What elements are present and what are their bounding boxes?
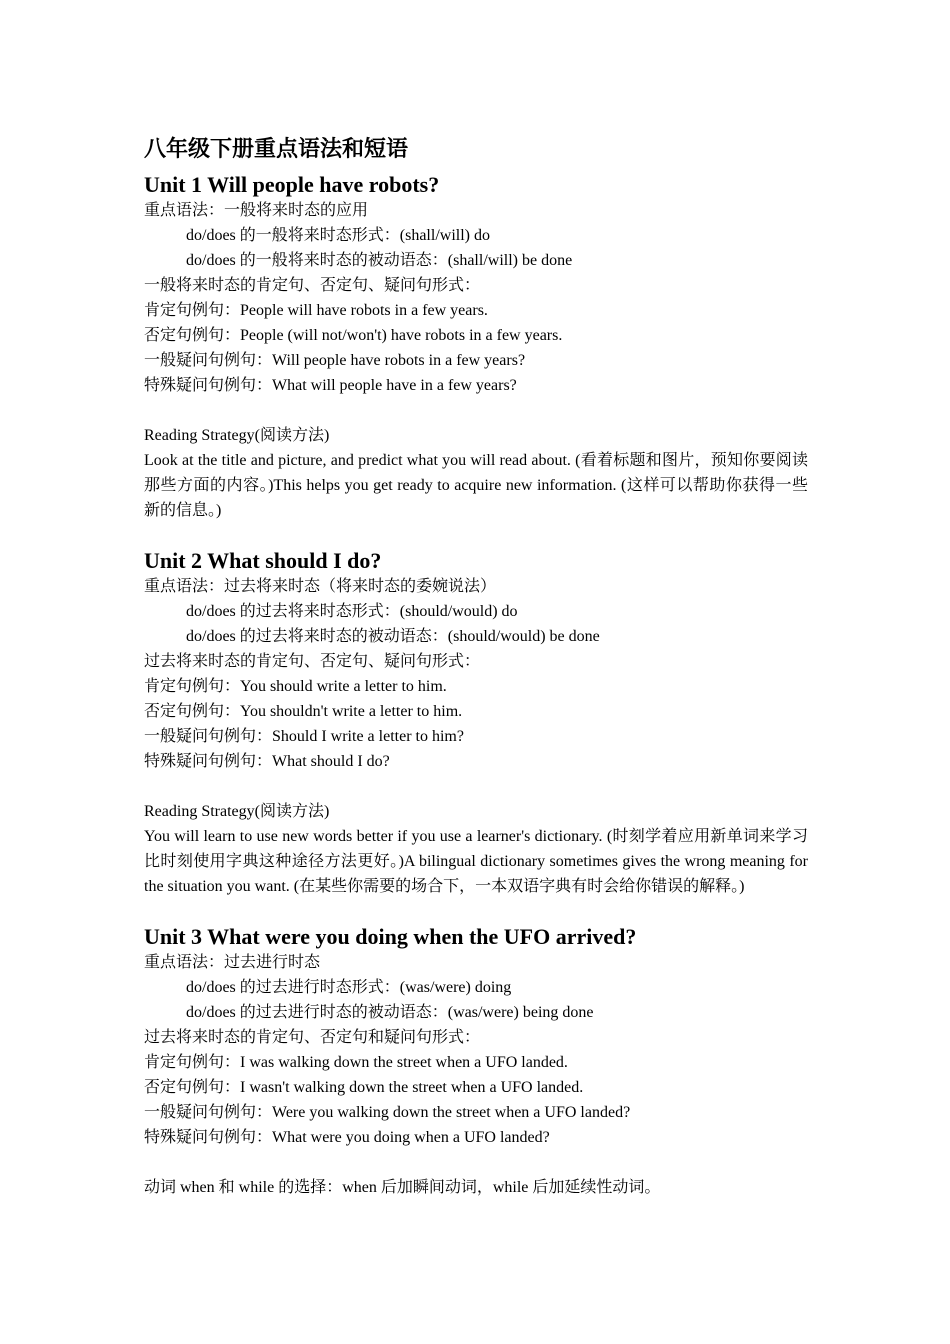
spacer [144, 1150, 808, 1175]
unit-1-strategy-text: Look at the title and picture, and predict what you will read about. (看着标题和图片，预知你要阅读那些方面的内容。)This helps you get ready to acquire new information. (这样可以帮助你获得一些新的信息。) [144, 452, 808, 519]
unit-1-special-question: 特殊疑问句例句：What will people have in a few years? [144, 377, 517, 394]
unit-2-title: Unit 2 What should I do? [144, 548, 382, 573]
unit-3-special-question: 特殊疑问句例句：What were you doing when a UFO landed? [144, 1129, 550, 1146]
unit-2-forms-heading: 过去将来时态的肯定句、否定句、疑问句形式： [144, 653, 481, 670]
unit-2-general-question: 一般疑问句例句：Should I write a letter to him? [144, 728, 464, 745]
unit-2-strategy-text: You will learn to use new words better if you use a learner's dictionary. (时刻学着应用新单词来学习比时刻使用字典这种途径方法更好。)A bilingual dictionary sometimes gives the wrong meaning for the situation you want. (在某些你需要的场合下，一本双语字典有时会给你错误的解释。) [144, 828, 808, 895]
unit-2-affirmative: 肯定句例句：You should write a letter to him. [144, 678, 447, 695]
unit-3-forms-heading: 过去将来时态的肯定句、否定句和疑问句形式： [144, 1029, 481, 1046]
unit-3-affirmative: 肯定句例句：I was walking down the street when a UFO landed. [144, 1054, 568, 1071]
unit-3-form-passive: do/does 的过去进行时态的被动语态：(was/were) being done [186, 1004, 594, 1021]
unit-2-special-question: 特殊疑问句例句：What should I do? [144, 753, 390, 770]
spacer [144, 398, 808, 423]
unit-1-form-passive: do/does 的一般将来时态的被动语态：(shall/will) be done [186, 252, 573, 269]
unit-3-grammar: 重点语法：过去进行时态 [144, 954, 321, 971]
document-page [144, 134, 808, 1200]
unit-2-strategy-heading: Reading Strategy(阅读方法) [144, 803, 330, 820]
unit-2-grammar: 重点语法：过去将来时态（将来时态的委婉说法） [144, 578, 497, 595]
unit-3-title: Unit 3 What were you doing when the UFO arrived? [144, 924, 637, 949]
spacer [144, 523, 808, 548]
unit-1-form-active: do/does 的一般将来时态形式：(shall/will) do [186, 227, 490, 244]
unit-3-form-active: do/does 的过去进行时态形式：(was/were) doing [186, 979, 512, 996]
unit-1-forms-heading: 一般将来时态的肯定句、否定句、疑问句形式： [144, 277, 481, 294]
unit-2-section [144, 548, 808, 899]
unit-1-negative: 否定句例句：People (will not/won't) have robots in a few years. [144, 327, 563, 344]
unit-1-affirmative: 肯定句例句：People will have robots in a few years. [144, 302, 488, 319]
unit-1-general-question: 一般疑问句例句：Will people have robots in a few years? [144, 352, 526, 369]
spacer [144, 774, 808, 799]
unit-3-negative: 否定句例句：I wasn't walking down the street when a UFO landed. [144, 1079, 584, 1096]
unit-1-section [144, 172, 808, 523]
unit-3-section [144, 924, 808, 1200]
unit-1-title: Unit 1 Will people have robots? [144, 172, 440, 197]
document-title: 八年级下册重点语法和短语 [144, 136, 409, 162]
unit-2-form-active: do/does 的过去将来时态形式：(should/would) do [186, 603, 518, 620]
unit-3-note: 动词 when 和 while 的选择：when 后加瞬间动词，while 后加延续性动词。 [144, 1179, 661, 1196]
unit-2-negative: 否定句例句：You shouldn't write a letter to him. [144, 703, 463, 720]
spacer [144, 899, 808, 924]
unit-3-general-question: 一般疑问句例句：Were you walking down the street when a UFO landed? [144, 1104, 631, 1121]
unit-2-form-passive: do/does 的过去将来时态的被动语态：(should/would) be done [186, 628, 600, 645]
unit-1-strategy-heading: Reading Strategy(阅读方法) [144, 427, 330, 444]
unit-1-grammar: 重点语法：一般将来时态的应用 [144, 202, 369, 219]
